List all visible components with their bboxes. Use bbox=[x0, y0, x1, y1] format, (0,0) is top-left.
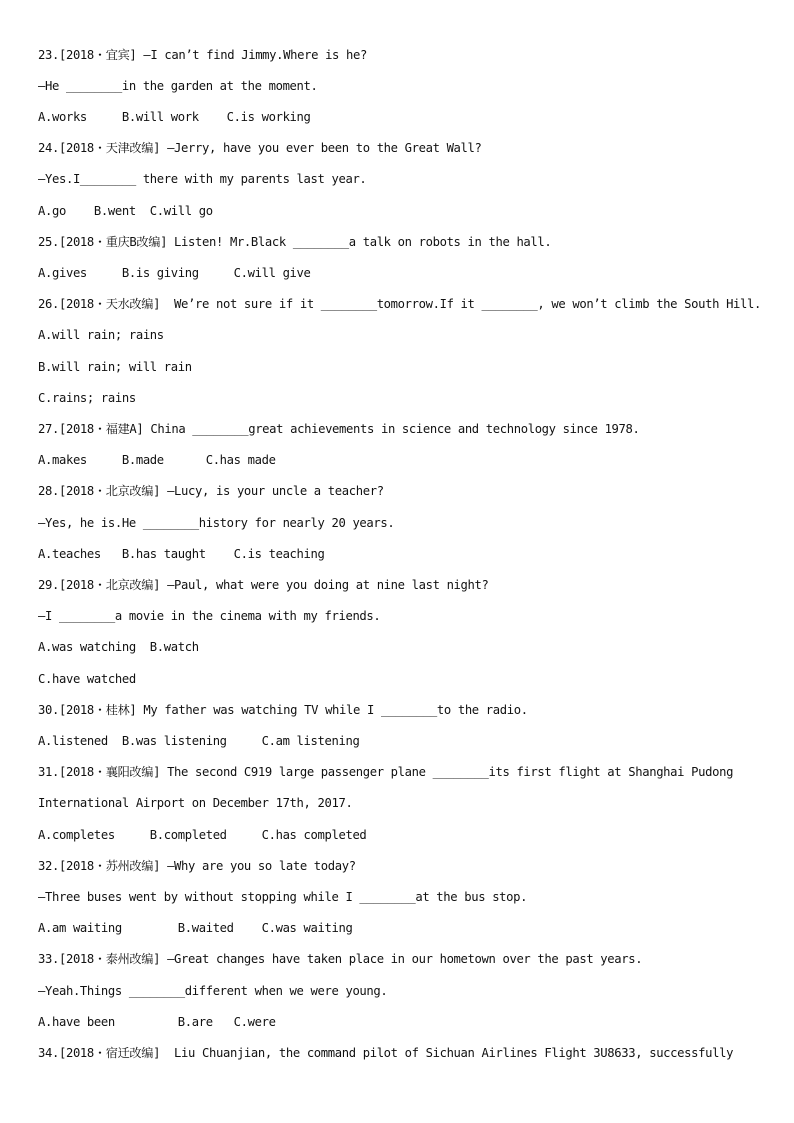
question-28-options: A.teaches B.has taught C.is teaching bbox=[38, 547, 325, 561]
question-24-dialog: —Yes.I________ there with my parents last year. bbox=[38, 172, 367, 186]
question-33-dialog: —Yeah.Things ________different when we were young. bbox=[38, 984, 388, 998]
question-32-dialog: —Three buses went by without stopping while I ________at the bus stop. bbox=[38, 890, 528, 904]
question-28-dialog: —Yes, he is.He ________history for nearly 20 years. bbox=[38, 516, 395, 530]
question-34: 34.[2018・宿迁改编] Liu Chuanjian, the command pilot of Sichuan Airlines Flight 3U8633, successfully bbox=[38, 1046, 734, 1060]
question-24-options: A.go B.went C.will go bbox=[38, 204, 213, 218]
question-23-options: A.works B.will work C.is working bbox=[38, 110, 311, 124]
question-32: 32.[2018・苏州改编] —Why are you so late today? bbox=[38, 859, 356, 873]
question-26: 26.[2018・天水改编] We’re not sure if it ________tomorrow.If it ________, we won’t climb the South Hill. bbox=[38, 297, 762, 311]
question-32-options: A.am waiting B.waited C.was waiting bbox=[38, 921, 353, 935]
question-30-options: A.listened B.was listening C.am listening bbox=[38, 734, 360, 748]
question-28: 28.[2018・北京改编] —Lucy, is your uncle a teacher? bbox=[38, 484, 384, 498]
question-30: 30.[2018・桂林] My father was watching TV while I ________to the radio. bbox=[38, 703, 528, 717]
question-23: 23.[2018・宜宾] —I can’t find Jimmy.Where is he? bbox=[38, 48, 367, 62]
question-29: 29.[2018・北京改编] —Paul, what were you doing at nine last night? bbox=[38, 578, 489, 592]
question-26-option-a: A.will rain; rains bbox=[38, 328, 164, 342]
question-25: 25.[2018・重庆B改编] Listen! Mr.Black ________a talk on robots in the hall. bbox=[38, 235, 552, 249]
question-26-option-b: B.will rain; will rain bbox=[38, 360, 192, 374]
question-23-dialog: —He ________in the garden at the moment. bbox=[38, 79, 318, 93]
question-24: 24.[2018・天津改编] —Jerry, have you ever been to the Great Wall? bbox=[38, 141, 482, 155]
question-31: 31.[2018・襄阳改编] The second C919 large passenger plane ________its first flight at Shanghai Pudong bbox=[38, 765, 734, 779]
question-27-options: A.makes B.made C.has made bbox=[38, 453, 276, 467]
question-33-options: A.have been B.are C.were bbox=[38, 1015, 276, 1029]
question-31-options: A.completes B.completed C.has completed bbox=[38, 828, 367, 842]
question-29-option-c: C.have watched bbox=[38, 672, 136, 686]
question-29-options: A.was watching B.watch bbox=[38, 640, 199, 654]
question-27: 27.[2018・福建A] China ________great achievements in science and technology since 1978. bbox=[38, 422, 640, 436]
question-33: 33.[2018・泰州改编] —Great changes have taken place in our hometown over the past years. bbox=[38, 952, 643, 966]
question-26-option-c: C.rains; rains bbox=[38, 391, 136, 405]
question-25-options: A.gives B.is giving C.will give bbox=[38, 266, 311, 280]
question-31-cont: International Airport on December 17th, 2017. bbox=[38, 796, 353, 810]
question-29-dialog: —I ________a movie in the cinema with my friends. bbox=[38, 609, 381, 623]
